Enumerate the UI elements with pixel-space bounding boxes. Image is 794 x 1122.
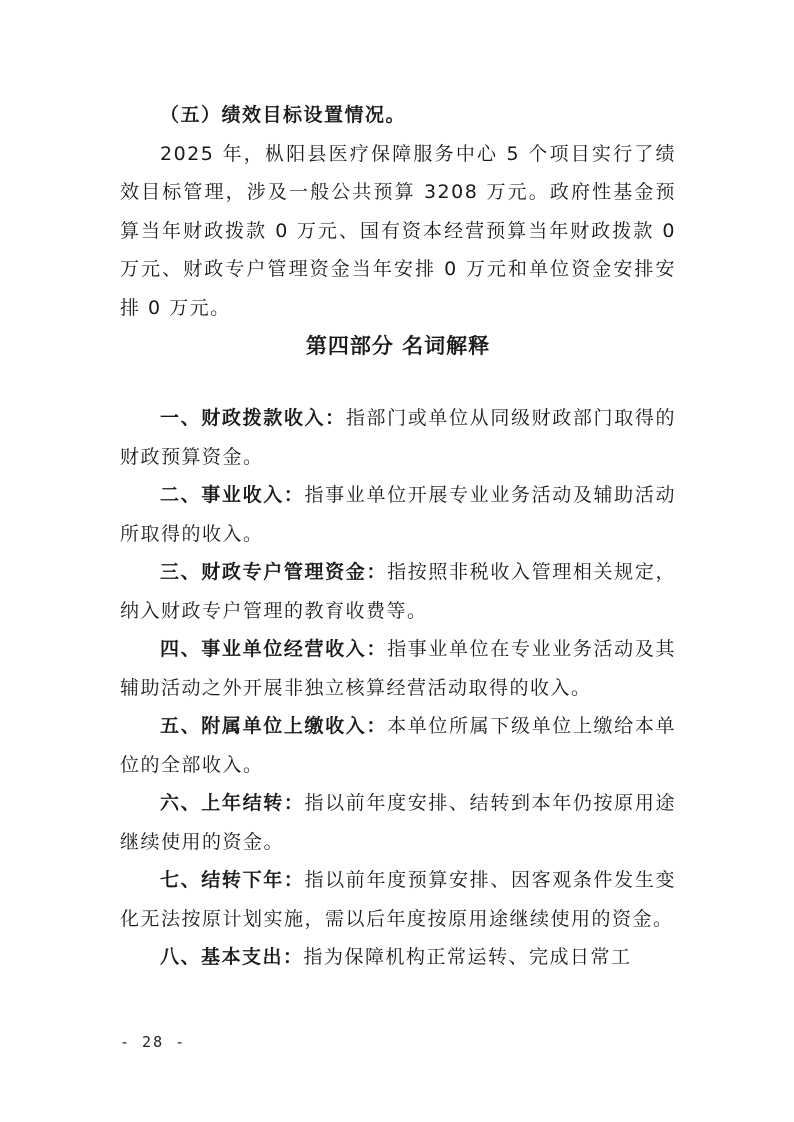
definition-paragraph xyxy=(120,938,676,977)
definition-term: 三、财政专户管理资金： xyxy=(160,561,388,583)
definition-paragraph xyxy=(120,476,676,553)
definition-paragraph xyxy=(120,784,676,861)
definition-text: 指以前年度安排、结转到本年仍按原用途继续使用的资金。 xyxy=(120,792,676,853)
section-paragraph: 2025 年，枞阳县医疗保障服务中心 5 个项目实行了绩效目标管理，涉及一般公共预算 3208 万元。政府性基金预算当年财政拨款 0 万元、国有资本经营预算当年财政拨款 0 万元、财政专户管理资金当年安排 0 万元和单位资金安排安排 0 万元。 xyxy=(120,142,676,319)
definition-term: 六、上年结转： xyxy=(160,792,305,814)
definition-paragraph xyxy=(120,553,676,630)
definition-term: 一、财政拨款收入： xyxy=(160,407,346,429)
definition-text: 指以前年度预算安排、因客观条件发生变化无法按原计划实施，需以后年度按原用途继续使用的资金。 xyxy=(120,869,676,930)
definition-text: 指按照非税收入管理相关规定，纳入财政专户管理的教育收费等。 xyxy=(120,561,676,622)
definition-term: 八、基本支出： xyxy=(160,946,304,968)
definition-term: 二、事业收入： xyxy=(160,484,305,506)
definition-term: 四、事业单位经营收入： xyxy=(160,638,388,660)
section-heading: （五）绩效目标设置情况。 xyxy=(160,104,407,126)
definition-paragraph xyxy=(120,399,676,476)
definition-paragraph xyxy=(120,707,676,784)
definition-text: 指为保障机构正常运转、完成日常工 xyxy=(303,946,632,968)
definition-paragraph xyxy=(120,861,676,938)
definition-text: 指事业单位在专业业务活动及其辅助活动之外开展非独立核算经营活动取得的收入。 xyxy=(120,638,676,699)
definition-text: 本单位所属下级单位上缴给本单位的全部收入。 xyxy=(120,715,676,776)
definition-term: 七、结转下年： xyxy=(160,869,305,891)
page-body xyxy=(120,96,676,977)
definition-term: 五、附属单位上缴收入： xyxy=(160,715,388,737)
definition-paragraph xyxy=(120,630,676,707)
definition-text: 指事业单位开展专业业务活动及辅助活动所取得的收入。 xyxy=(120,484,676,545)
definition-text: 指部门或单位从同级财政部门取得的财政预算资金。 xyxy=(120,407,676,468)
part-title: 第四部分 名词解释 xyxy=(305,334,491,358)
page-number: - 28 - xyxy=(120,1033,187,1051)
